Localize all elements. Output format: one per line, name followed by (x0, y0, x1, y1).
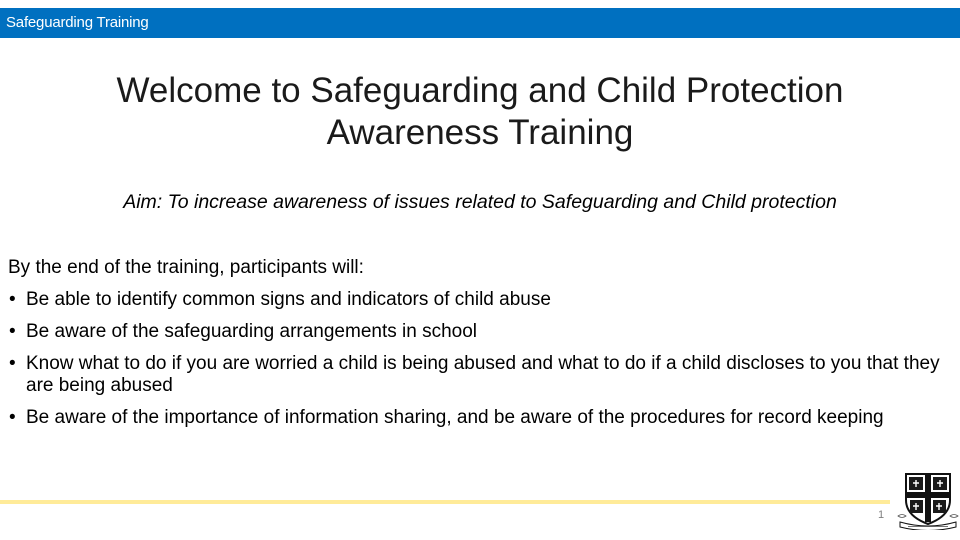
objectives-lead: By the end of the training, participants will: (8, 257, 364, 278)
objectives-block (8, 257, 953, 439)
objective-item: • Be aware of the importance of information sharing, and be aware of the procedures for record keeping (8, 407, 953, 430)
header-label: Safeguarding Training (6, 14, 149, 31)
school-crest-icon (896, 470, 960, 530)
header-bar (0, 8, 960, 38)
footer-divider (0, 500, 890, 504)
aim-statement: Aim: To increase awareness of issues related to Safeguarding and Child protection (123, 191, 837, 213)
slide-title-line-1: Welcome to Safeguarding and Child Protection (116, 71, 844, 110)
page-number: 1 (878, 509, 885, 521)
objective-item: • Be aware of the safeguarding arrangements in school (8, 321, 953, 344)
objective-item: • Know what to do if you are worried a child is being abused and what to do if a child discloses to you that they are being abused (8, 353, 953, 398)
objective-item: • Be able to identify common signs and indicators of child abuse (8, 289, 953, 312)
slide-title (60, 70, 900, 154)
objectives-list (8, 289, 953, 430)
slide-title-line-2: Awareness Training (326, 113, 634, 152)
